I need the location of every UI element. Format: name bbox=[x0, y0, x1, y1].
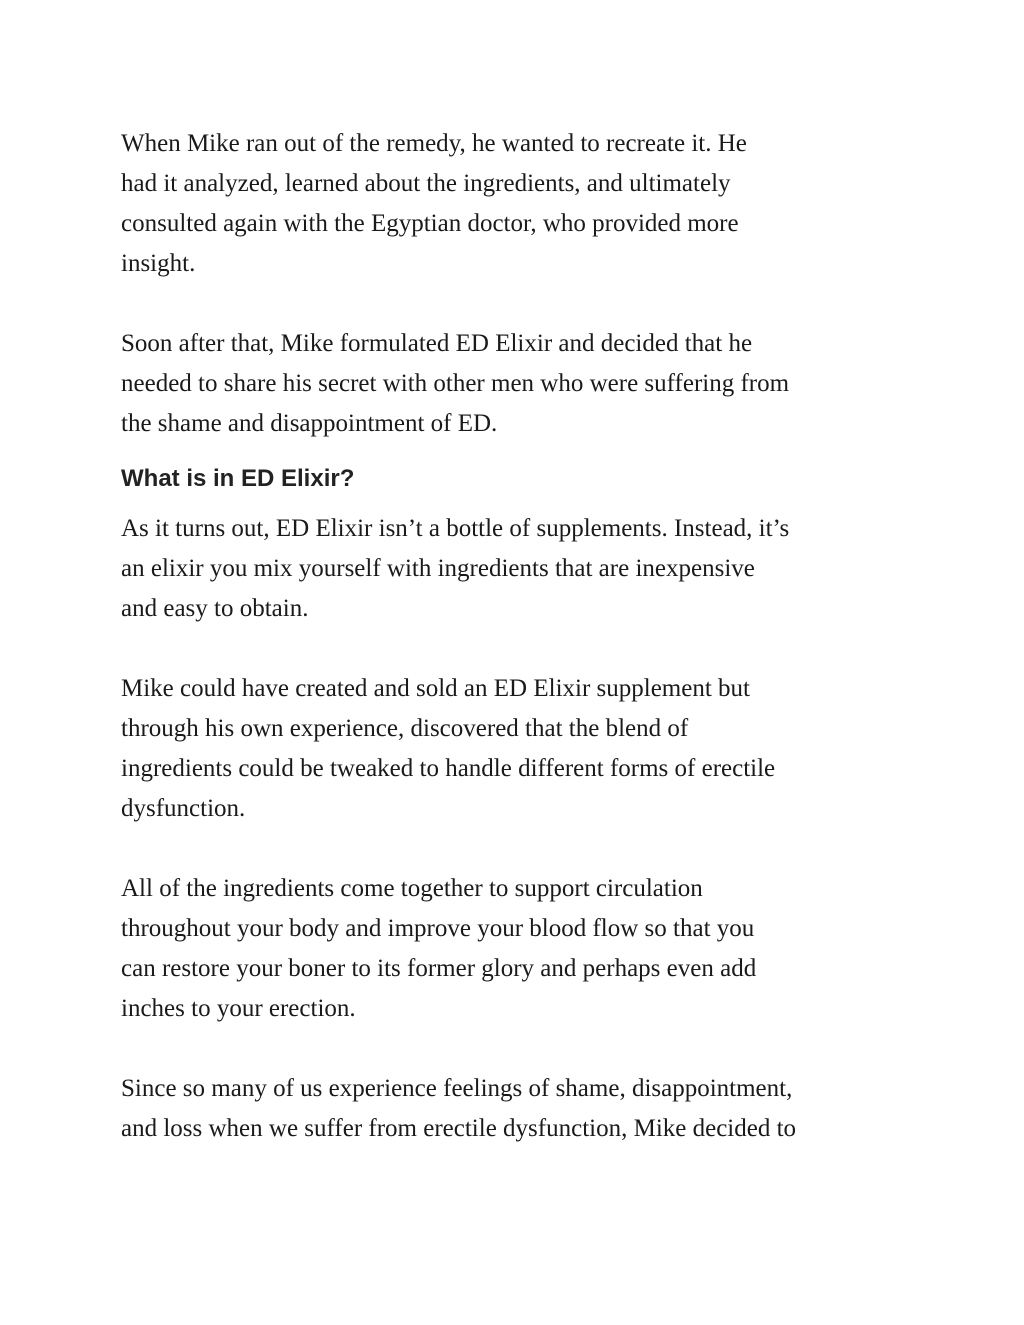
paragraph-not-supplements: As it turns out, ED Elixir isn’t a bottle of supplements. Instead, it’s an elixir you mix yourself with ingredients that are inexpensive and easy to obtain. bbox=[121, 515, 790, 622]
heading-spacer-top bbox=[121, 444, 921, 464]
paragraph-circulation: All of the ingredients come together to support circulation throughout your body and improve your blood flow so that you can restore your boner to its former glory and perhaps even add inches to your erection. bbox=[121, 875, 757, 1022]
paragraph-spacer bbox=[121, 1029, 921, 1069]
section-heading: What is in ED Elixir? bbox=[121, 465, 355, 492]
paragraph-remedy-recreation: When Mike ran out of the remedy, he wanted to recreate it. He had it analyzed, learned about the ingredients, and ultimately consulted again with the Egyptian doctor, who provided more insight. bbox=[121, 130, 747, 277]
paragraph-spacer bbox=[121, 829, 921, 869]
heading-spacer-bottom bbox=[121, 494, 921, 509]
document-page bbox=[121, 124, 921, 1149]
paragraph-ed-elixir-formulated: Soon after that, Mike formulated ED Elixir and decided that he needed to share his secret with other men who were suffering from the shame and disappointment of ED. bbox=[121, 330, 790, 437]
paragraph-spacer bbox=[121, 629, 921, 669]
paragraph-blend-tweaked: Mike could have created and sold an ED Elixir supplement but through his own experience, discovered that the blend of ingredients could be tweaked to handle different forms of erectile dysfunction. bbox=[121, 675, 776, 822]
paragraph-shame-disappointment: Since so many of us experience feelings of shame, disappointment, and loss when we suffer from erectile dysfunction, Mike decided to bbox=[121, 1075, 797, 1142]
paragraph-spacer bbox=[121, 284, 921, 324]
